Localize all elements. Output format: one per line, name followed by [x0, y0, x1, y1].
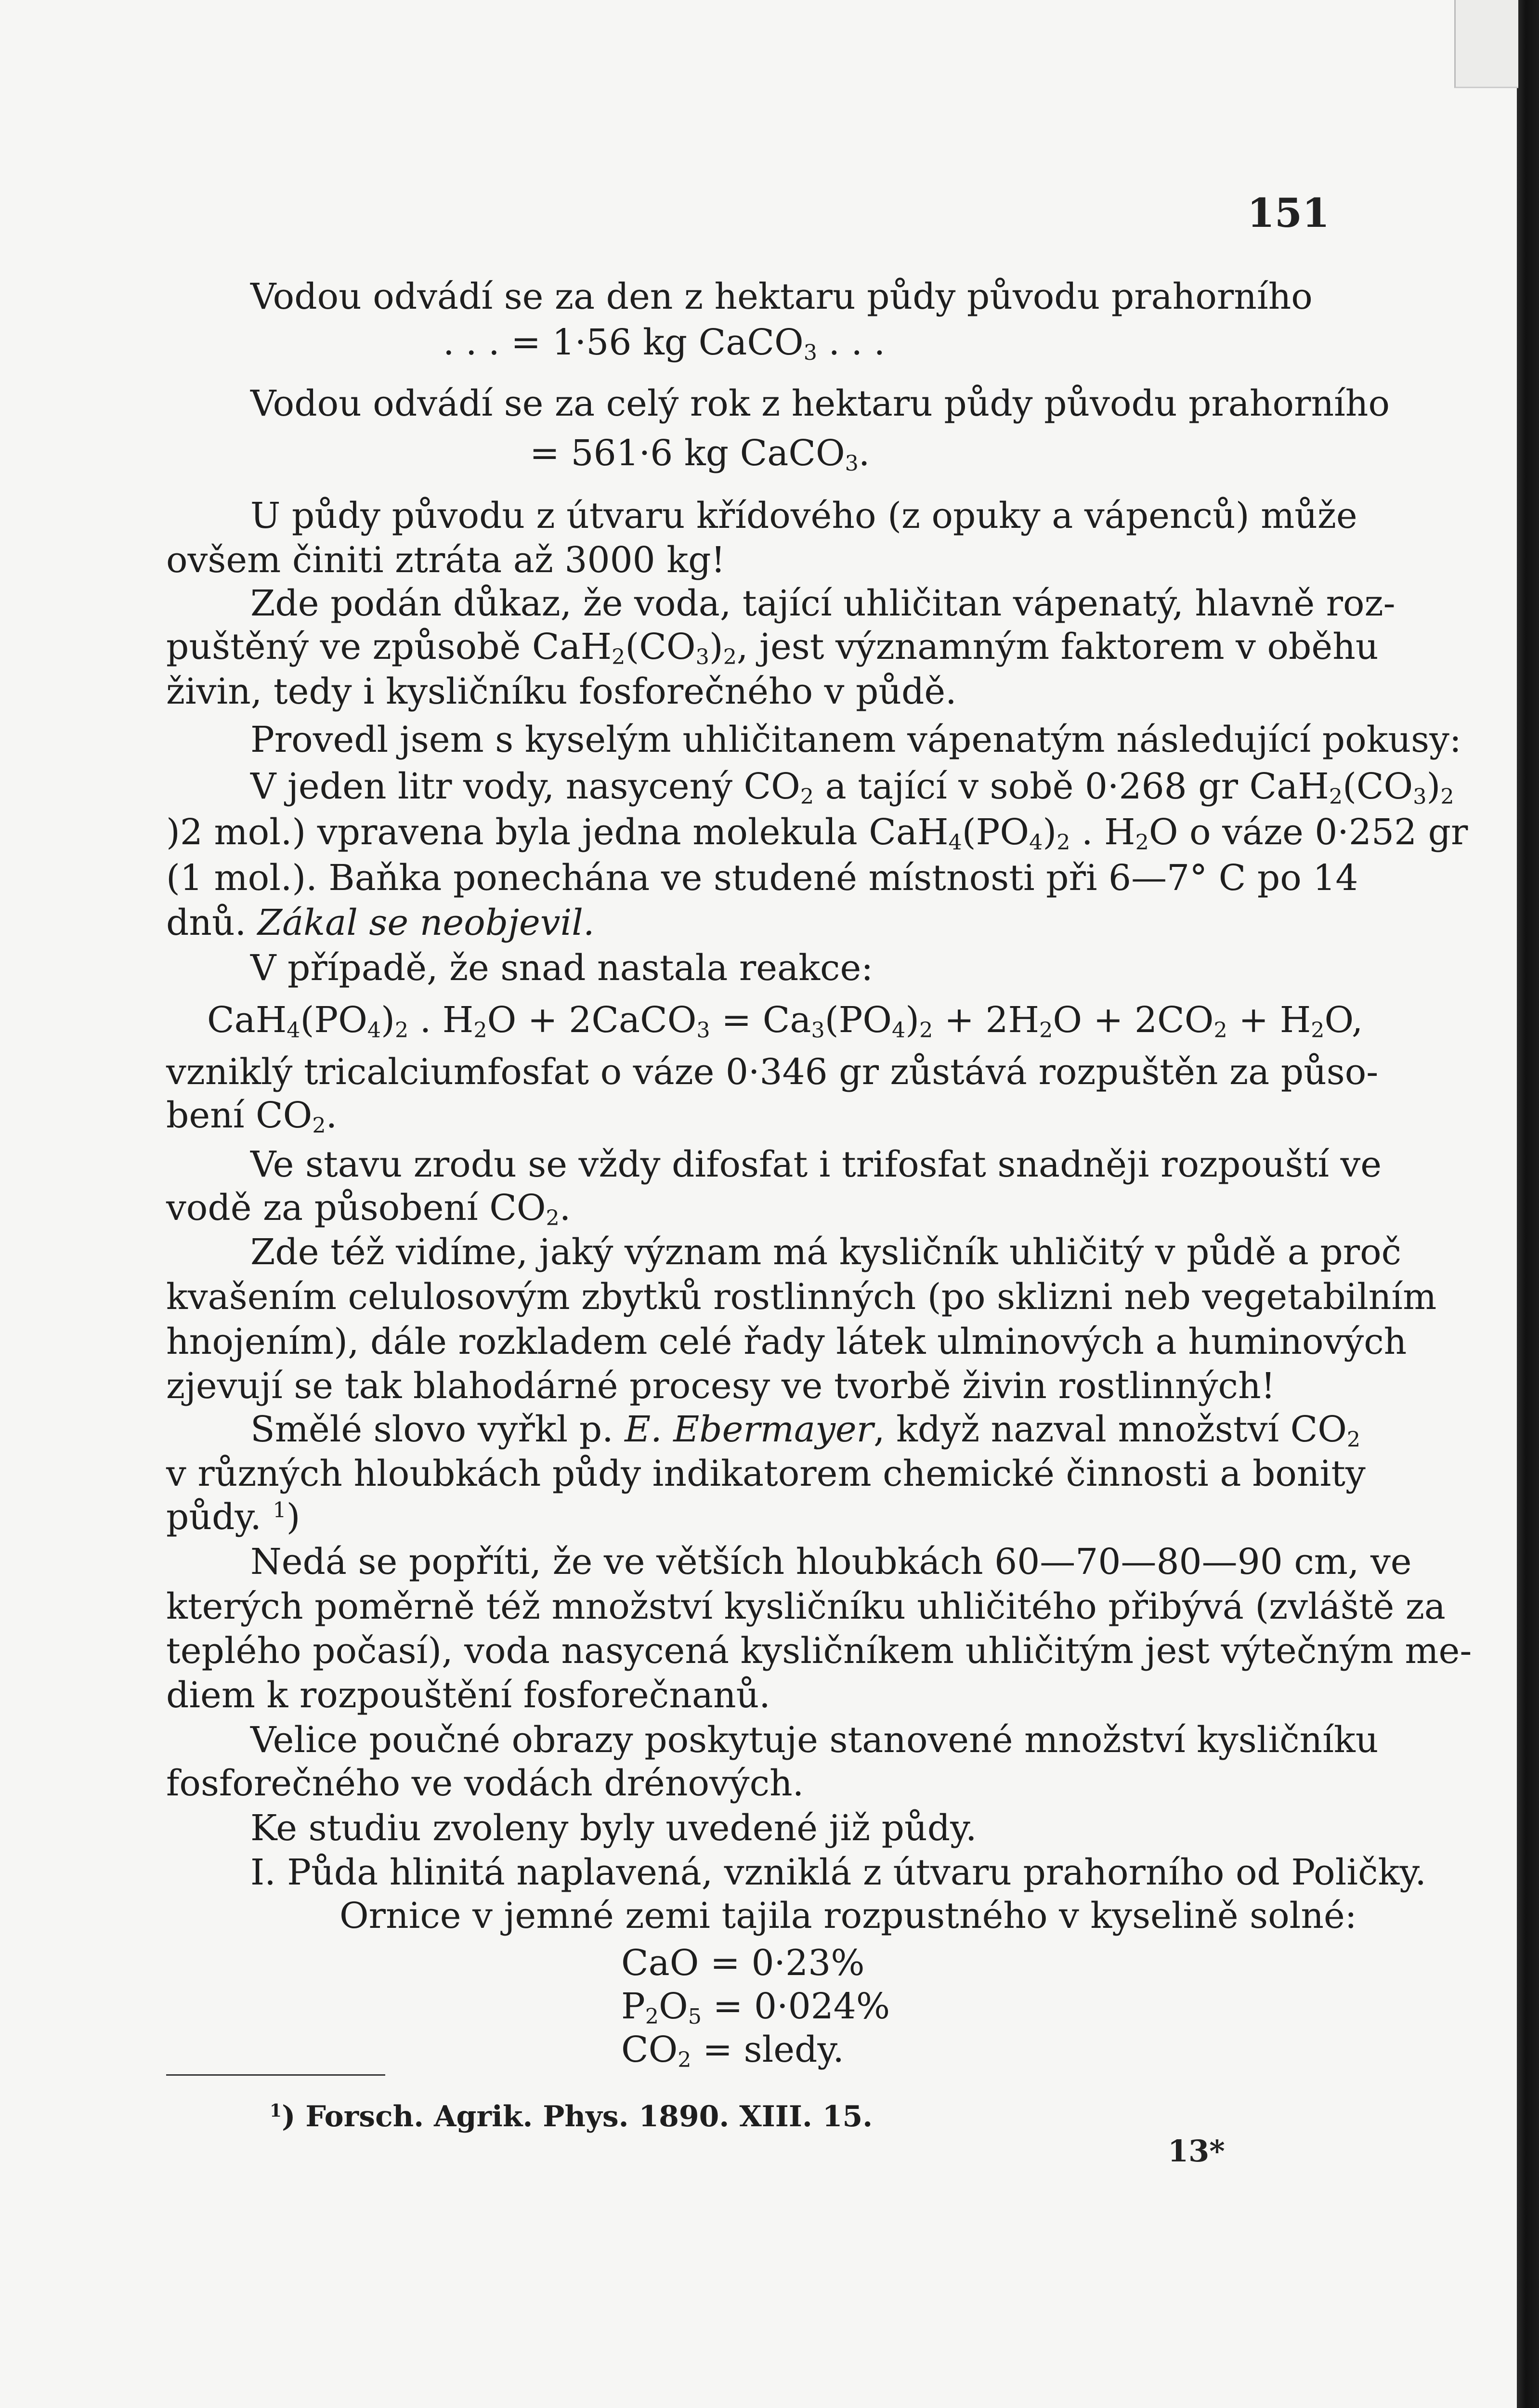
footnote: $^1$) Forsch. Agrik. Phys. 1890. XIII. 15. — [270, 2100, 873, 2133]
text-line: živin, tedy i kysličníku fosforečného v půdě. — [166, 671, 957, 712]
text-line: Ornice v jemné zemi tajila rozpustného v kyselině solné: — [339, 1895, 1357, 1937]
text-line: Provedl jsem s kyselým uhličitanem vápenatým následující pokusy: — [250, 719, 1461, 760]
text-line: bení $CO_2$. — [166, 1095, 338, 1139]
text-line: Ve stavu zrodu se vždy difosfat i trifosfat snadněji rozpouští ve — [250, 1144, 1382, 1185]
analysis-row-p2o5: $P_2O_5 = 0\cdot 024\%$ — [621, 1986, 890, 2029]
text-line: I. Půda hlinitá naplavená, vzniklá z útvaru prahorního od Poličky. — [250, 1852, 1426, 1893]
text-line: kvašením celulosovým zbytků rostlinných (po sklizni neb vegetabilním — [166, 1276, 1437, 1318]
printer-signature: 13* — [1168, 2133, 1225, 2169]
text-line: = 561·6 kg CaCO$_3$. — [530, 432, 870, 476]
text-line: Zde též vidíme, jaký význam má kysličník uhličitý v půdě a proč — [250, 1231, 1402, 1273]
author-name: E. Ebermayer — [625, 1409, 874, 1450]
text-line: hnojením), dále rozkladem celé řady látek ulminových a huminových — [166, 1321, 1407, 1362]
text-line: vodě za působení $CO_2$. — [166, 1187, 571, 1231]
text-line: V případě, že snad nastala reakce: — [250, 947, 874, 989]
text-line: Velice poučné obrazy poskytuje stanovené množství kysličníku — [250, 1719, 1379, 1761]
text-line: zjevují se tak blahodárné procesy ve tvorbě živin rostlinných! — [166, 1365, 1276, 1407]
text-line: diem k rozpouštění fosforečnanů. — [166, 1675, 770, 1716]
footnote-rule — [166, 2074, 385, 2076]
text-line: fosforečného ve vodách drénových. — [166, 1763, 804, 1804]
text-line: (1 mol.). Baňka ponechána ve studené místnosti při 6—7° C po 14 — [166, 857, 1358, 899]
text-line: U půdy původu z útvaru křídového (z opuky a vápenců) může — [250, 495, 1357, 537]
footnote-ref: 1 — [273, 1498, 287, 1523]
text-line: Nedá se popříti, že ve větších hloubkách 60—70—80—90 cm, ve — [250, 1541, 1412, 1583]
text-line: )2 mol.) vpravena byla jedna molekula $CaH_4(PO_4)_2$ . $H_2O$ o váze 0·252 gr — [166, 811, 1468, 855]
text-line: půdy. $^1$) — [166, 1496, 300, 1538]
text-line: Vodou odvádí se za den z hektaru půdy původu prahorního — [250, 276, 1313, 317]
analysis-row-cao: CaO = 0·23% — [621, 1942, 865, 1984]
text-line: v různých hloubkách půdy indikatorem chemické činnosti a bonity — [166, 1453, 1366, 1494]
equation: $CaH_4(PO_4)_2$ . $H_2O$ + 2CaCO$_3$ = $Ca_3(PO_4)_2 + 2H_2O + 2CO_2 + H_2O$, — [207, 999, 1363, 1043]
page-number: 151 — [1247, 190, 1330, 236]
text-line: ovšem činiti ztráta až 3000 kg! — [166, 539, 726, 581]
scan-dark-edge — [1517, 0, 1539, 2408]
text-line: vzniklý tricalciumfosfat o váze 0·346 gr zůstává rozpuštěn za půso- — [166, 1051, 1379, 1093]
text-line: dnů. Zákal se neobjevil. — [166, 902, 595, 943]
text-line: teplého počasí), voda nasycená kysličníkem uhličitým jest výtečným me- — [166, 1630, 1472, 1672]
text-line: Vodou odvádí se za celý rok z hektaru půdy původu prahorního — [250, 383, 1390, 424]
text-line: Ke studiu zvoleny byly uvedené již půdy. — [250, 1807, 977, 1849]
text-line: . . . = 1·56 kg CaCO$_3$ . . . — [443, 322, 886, 366]
scan-corner-tab — [1454, 0, 1518, 88]
text-line: kterých poměrně též množství kysličníku uhličitého přibývá (zvláště za — [166, 1586, 1446, 1627]
text-line: puštěný ve způsobě $CaH_2(CO_3)_2$, jest významným faktorem v oběhu — [166, 626, 1379, 670]
analysis-row-co2: $CO_2$ = sledy. — [621, 2029, 844, 2073]
text-line: Zde podán důkaz, že voda, tající uhličitan vápenatý, hlavně roz- — [250, 583, 1396, 624]
text-line: Smělé slovo vyřkl p. E. Ebermayer, když nazval množství $CO_2$ — [250, 1409, 1361, 1453]
emphasis-text: Zákal se neobjevil. — [257, 902, 595, 943]
text-line: V jeden litr vody, nasycený $CO_2$ a tající v sobě 0·268 gr $CaH_2(CO_3)_2$ — [250, 766, 1454, 810]
